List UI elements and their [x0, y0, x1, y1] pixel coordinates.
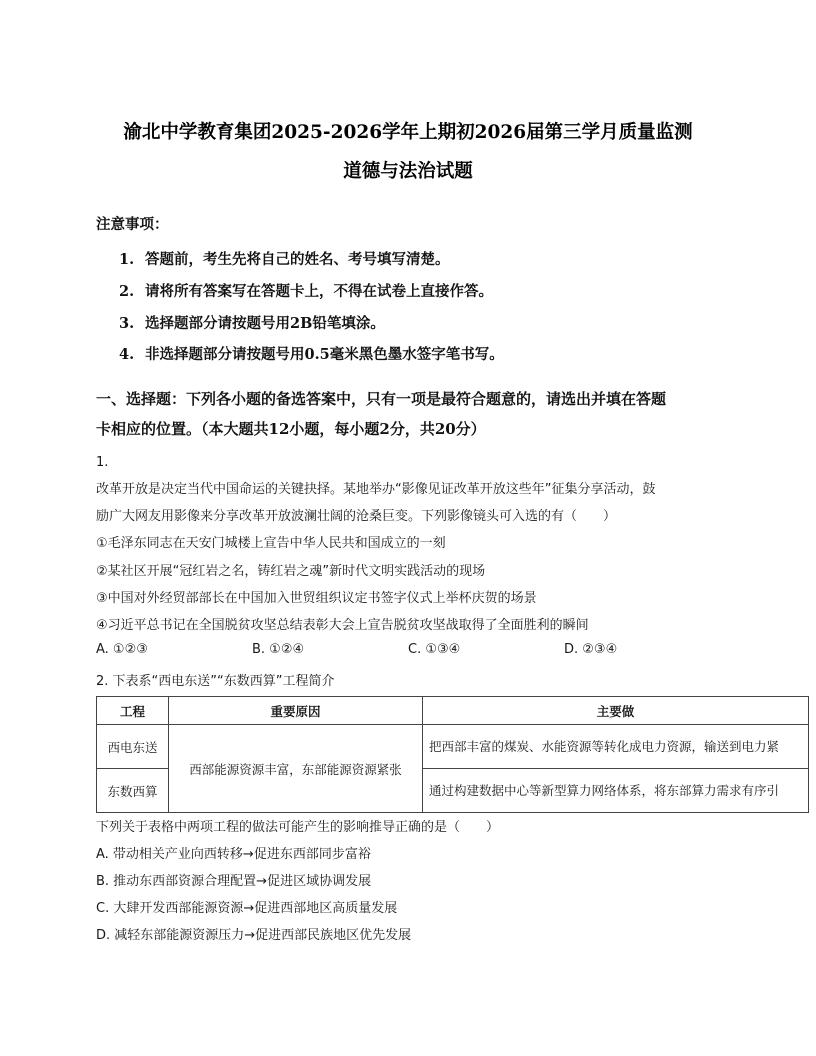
exam-title: 渝北中学教育集团2025-2026学年上期初2026届第三学月质量监测 — [123, 122, 693, 143]
answer-option-b: B. 推动东西部资源合理配置→促进区域协调发展 — [96, 874, 372, 889]
table-cell-reason: 西部能源资源丰富，东部能源资源紧张 — [169, 725, 423, 813]
answer-option-c: C. 大肆开发西部能源资源→促进西部地区高质量发展 — [96, 901, 398, 916]
notice-item-text: 非选择题部分请按题号用0.5毫米黑色墨水签字笔书写。 — [145, 346, 504, 363]
question-item: ③中国对外经贸部部长在中国加入世贸组织议定书签字仪式上举杯庆贺的场景 — [96, 591, 537, 606]
notice-item-text: 答题前，考生先将自己的姓名、考号填写清楚。 — [145, 251, 450, 268]
notice-item-number: 4. — [119, 346, 135, 363]
question-stem-line2: 励广大网友用影像来分享改革开放波澜壮阔的沧桑巨变。下列影像镜头可入选的有（ ） — [96, 509, 617, 524]
table-header-cell: 主要做 — [423, 697, 809, 725]
section-heading-line2: 卡相应的位置。（本大题共12小题，每小题2分，共20分） — [96, 420, 486, 438]
notice-item-number: 1. — [119, 251, 135, 268]
answer-option-d: D. 减轻东部能源资源压力→促进西部民族地区优先发展 — [96, 928, 412, 943]
table-cell-project: 东数西算 — [97, 769, 169, 813]
notice-item — [119, 343, 504, 364]
question-item: ①毛泽东同志在天安门城楼上宣告中华人民共和国成立的一刻 — [96, 536, 446, 551]
notice-heading: 注意事项： — [96, 216, 169, 233]
notice-item — [119, 312, 385, 333]
table-header-cell: 工程 — [97, 697, 169, 725]
table-header-row — [97, 697, 809, 725]
section-heading-line1: 一、选择题：下列各小题的备选答案中，只有一项是最符合题意的，请选出并填在答题 — [96, 390, 667, 408]
notice-item-text: 请将所有答案写在答题卡上，不得在试卷上直接作答。 — [145, 283, 493, 300]
notice-item-text: 选择题部分请按题号用2B铅笔填涂。 — [145, 315, 385, 332]
question-intro: 2. 下表系“西电东送”“东数西算”工程简介 — [96, 674, 335, 689]
table-header-cell: 重要原因 — [169, 697, 423, 725]
question-number: 1. — [96, 455, 109, 470]
exam-subject-title: 道德与法治试题 — [343, 161, 473, 182]
answer-choice-b: B. ①②④ — [252, 642, 305, 657]
notice-item — [119, 248, 450, 269]
question-item: ②某社区开展“冠红岩之名，铸红岩之魂”新时代文明实践活动的现场 — [96, 564, 486, 579]
notice-item — [119, 280, 493, 301]
question-item: ④习近平总书记在全国脱贫攻坚总结表彰大会上宣告脱贫攻坚战取得了全面胜利的瞬间 — [96, 618, 589, 633]
table-row — [97, 725, 809, 769]
project-table — [96, 696, 809, 813]
answer-choice-c: C. ①③④ — [408, 642, 461, 657]
question-stem-line1: 改革开放是决定当代中国命运的关键抉择。某地举办“影像见证改革开放这些年”征集分享活动，鼓 — [96, 482, 656, 497]
answer-option-a: A. 带动相关产业向西转移→促进东西部同步富裕 — [96, 847, 371, 862]
table-cell-project: 西电东送 — [97, 725, 169, 769]
notice-item-number: 3. — [119, 315, 135, 332]
answer-choice-a: A. ①②③ — [96, 642, 148, 657]
table-cell-method: 把西部丰富的煤炭、水能资源等转化成电力资源，输送到电力紧 — [423, 725, 809, 769]
answer-choice-d: D. ②③④ — [564, 642, 618, 657]
notice-item-number: 2. — [119, 283, 135, 300]
table-cell-method: 通过构建数据中心等新型算力网络体系，将东部算力需求有序引 — [423, 769, 809, 813]
question-stem: 下列关于表格中两项工程的做法可能产生的影响推导正确的是（ ） — [96, 820, 500, 835]
